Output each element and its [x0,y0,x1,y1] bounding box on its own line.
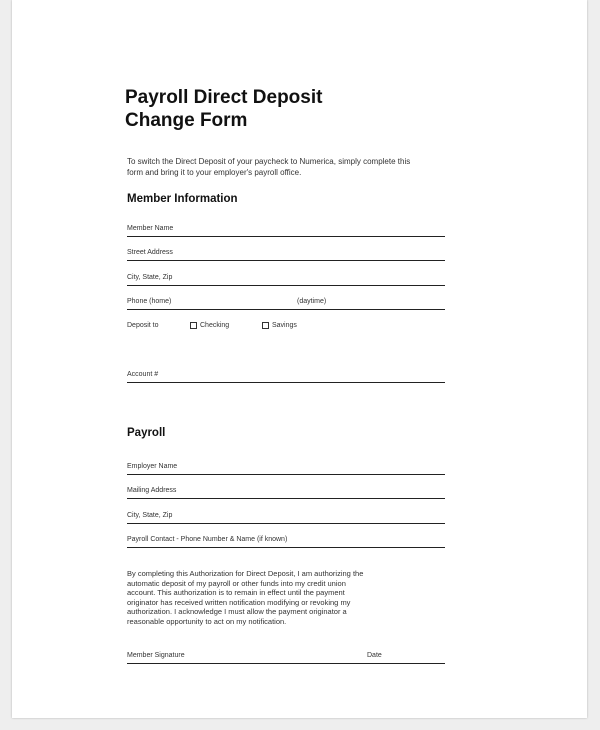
date-label: Date [367,652,382,659]
checking-checkbox[interactable] [190,322,197,329]
form-title-line-2: Change Form [125,110,248,131]
form-title-line-1: Payroll Direct Deposit [125,87,323,108]
authorization-line: authorization. I acknowledge I must allow the payment originator a [127,607,347,617]
account-number-label: Account # [127,371,159,378]
payroll-city-state-zip-label: City, State, Zip [127,512,173,519]
deposit-to-label: Deposit to [127,322,159,329]
signature-field[interactable] [127,651,445,664]
authorization-text [127,569,427,627]
street-address-field[interactable] [127,248,445,261]
authorization-line: account. This authorization is to remain in effect until the payment [127,588,345,598]
member-name-field[interactable] [127,224,445,237]
mailing-address-field[interactable] [127,486,445,499]
employer-name-field[interactable] [127,462,445,475]
savings-checkbox[interactable] [262,322,269,329]
member-info-heading: Member Information [127,193,238,205]
intro-line-1: To switch the Direct Deposit of your paycheck to Numerica, simply complete this [127,157,411,166]
savings-label: Savings [272,322,297,329]
member-signature-label: Member Signature [127,652,185,659]
deposit-to-row [127,322,447,334]
member-city-state-zip-label: City, State, Zip [127,274,173,281]
payroll-contact-field[interactable] [127,535,445,548]
checking-label: Checking [200,322,230,329]
authorization-line: By completing this Authorization for Direct Deposit, I am authorizing the [127,569,364,578]
employer-name-label: Employer Name [127,463,178,470]
phone-daytime-label: (daytime) [297,298,327,305]
street-address-label: Street Address [127,249,173,256]
account-number-field[interactable] [127,370,445,383]
savings-option[interactable] [262,322,297,329]
authorization-line: automatic deposit of my payroll or other funds into my credit union [127,578,346,588]
checking-option[interactable] [190,322,229,329]
member-city-state-zip-field[interactable] [127,273,445,286]
payroll-contact-label: Payroll Contact - Phone Number & Name (if known) [127,536,288,543]
mailing-address-label: Mailing Address [127,487,177,494]
phone-field[interactable] [127,297,445,310]
authorization-line: reasonable opportunity to act on my notification. [127,616,287,626]
payroll-city-state-zip-field[interactable] [127,511,445,524]
phone-home-label: Phone (home) [127,298,172,305]
form-title [125,86,322,132]
member-name-label: Member Name [127,225,174,232]
payroll-heading: Payroll [127,427,166,439]
form-page [12,0,587,718]
intro-line-2: form and bring it to your employer's payroll office. [127,168,302,177]
intro-text [127,156,457,178]
authorization-line: originator has received written notification modifying or revoking my [127,597,351,607]
